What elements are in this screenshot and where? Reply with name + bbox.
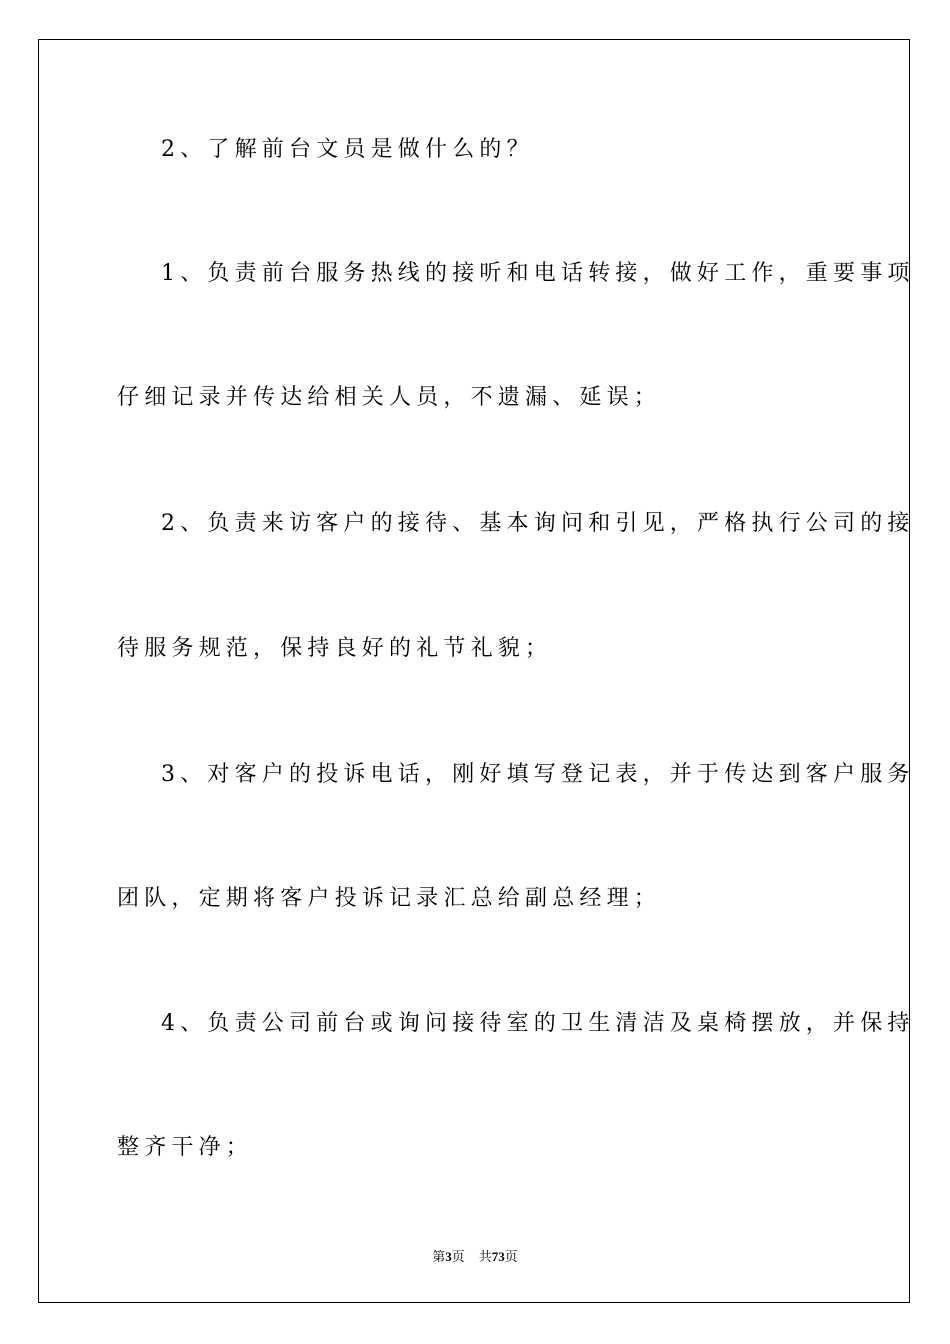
footer-page-suffix: 页 <box>451 1250 465 1265</box>
footer-total-prefix: 共 <box>478 1250 492 1265</box>
footer-page-number: 3 <box>445 1249 452 1264</box>
page-frame <box>38 39 910 1303</box>
page-footer <box>0 1249 950 1266</box>
paragraph-line: 4、负责公司前台或询问接待室的卫生清洁及桌椅摆放，并保持 <box>161 1011 915 1036</box>
paragraph-line: 3、对客户的投诉电话，刚好填写登记表，并于传达到客户服务 <box>161 762 915 787</box>
paragraph-line: 团队，定期将客户投诉记录汇总给副总经理； <box>117 886 662 911</box>
footer-total-suffix: 页 <box>504 1250 518 1265</box>
footer-page-prefix: 第 <box>432 1250 446 1265</box>
paragraph-line: 整齐干净； <box>117 1135 254 1160</box>
paragraph-line: 2、负责来访客户的接待、基本询问和引见，严格执行公司的接 <box>161 511 915 536</box>
paragraph-line: 待服务规范，保持良好的礼节礼貌； <box>117 636 553 661</box>
section-heading: 2、了解前台文员是做什么的？ <box>161 137 534 162</box>
footer-total-pages: 73 <box>491 1249 505 1264</box>
paragraph-line: 仔细记录并传达给相关人员，不遗漏、延误； <box>117 385 662 410</box>
paragraph-line: 1、负责前台服务热线的接听和电话转接，做好工作，重要事项 <box>161 261 915 286</box>
